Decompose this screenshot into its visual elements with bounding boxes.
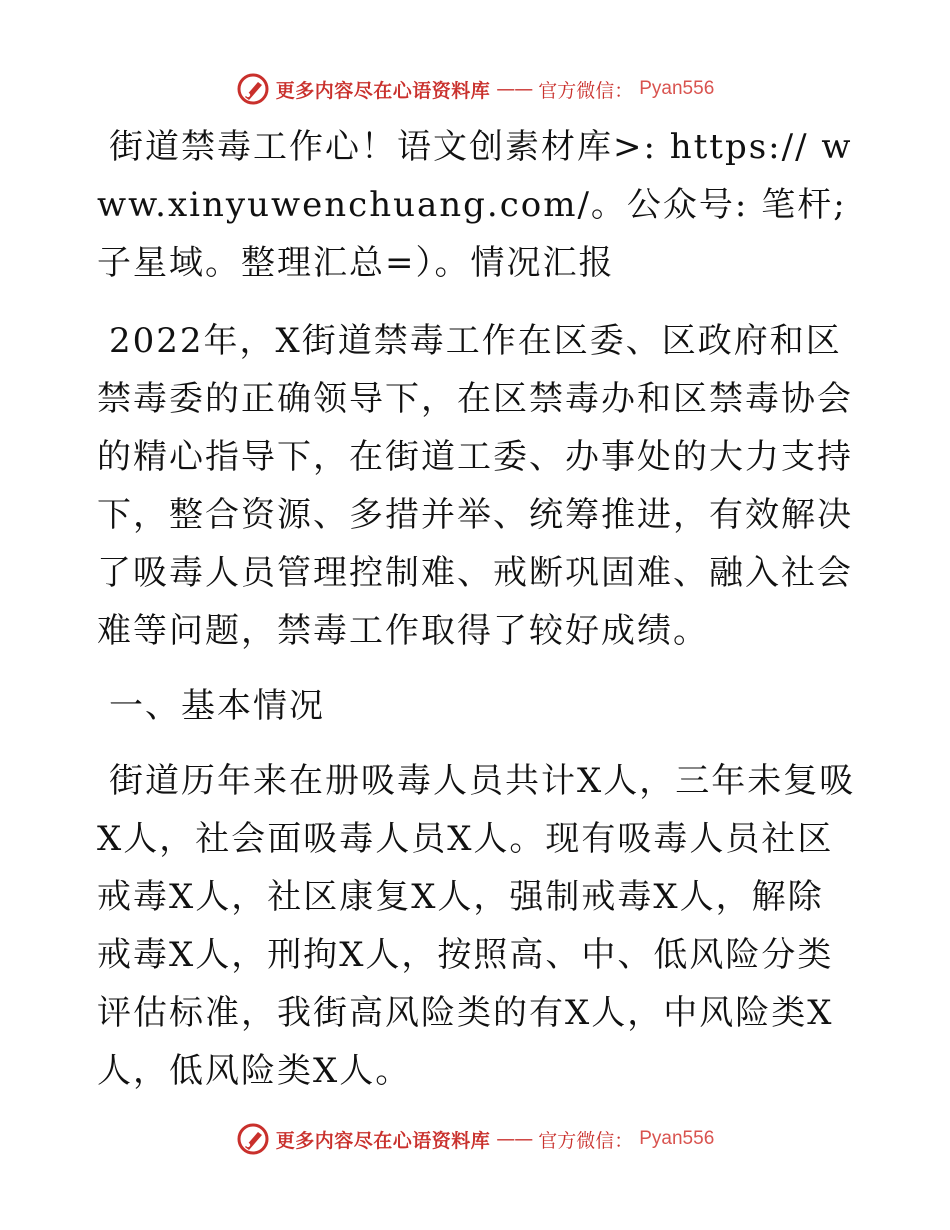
banner-wechat-account: Pyan556 [639, 1128, 715, 1149]
summary-paragraph: 2022年，X街道禁毒工作在区委、区政府和区禁毒委的正确领导下，在区禁毒办和区禁毒协会的精心指导下，在街道工委、办事处的大力支持下，整合资源、多措并举、统筹推进，有效解决了吸毒人员管理控制难、戒断巩固难、融入社会难等问题，禁毒工作取得了较好成绩。 [97, 321, 853, 651]
basic-situation-paragraph: 街道历年来在册吸毒人员共计X人，三年未复吸X人，社会面吸毒人员X人。现有吸毒人员社区戒毒X人，社区康复X人，强制戒毒X人，解除戒毒X人，刑拘X人，按照高、中、低风险分类评估标准，我街高风险类的有X人，中风险类X人，低风险类X人。 [97, 761, 856, 1091]
banner-dash: —— [496, 78, 533, 100]
document-body [97, 118, 857, 1117]
intro-paragraph: 街道禁毒工作心！语文创素材库>: https:// www.xinyuwenchuang.com/。公众号: 笔杆;子星域。整理汇总=）。情况汇报 [97, 127, 853, 283]
footer-banner [0, 1122, 950, 1156]
banner-wechat-label: 官方微信： [538, 79, 634, 102]
banner-wechat-label: 官方微信： [538, 1129, 634, 1152]
section-heading: 一、基本情况 [109, 686, 325, 726]
banner-lead-text: 更多内容尽在心语资料库 [275, 1129, 491, 1152]
pen-nib-logo-icon [236, 72, 270, 106]
banner-lead-text: 更多内容尽在心语资料库 [275, 79, 491, 102]
banner-dash: —— [496, 1128, 533, 1150]
header-banner [0, 72, 950, 106]
banner-wechat-account: Pyan556 [639, 78, 715, 99]
pen-nib-logo-icon [236, 1122, 270, 1156]
